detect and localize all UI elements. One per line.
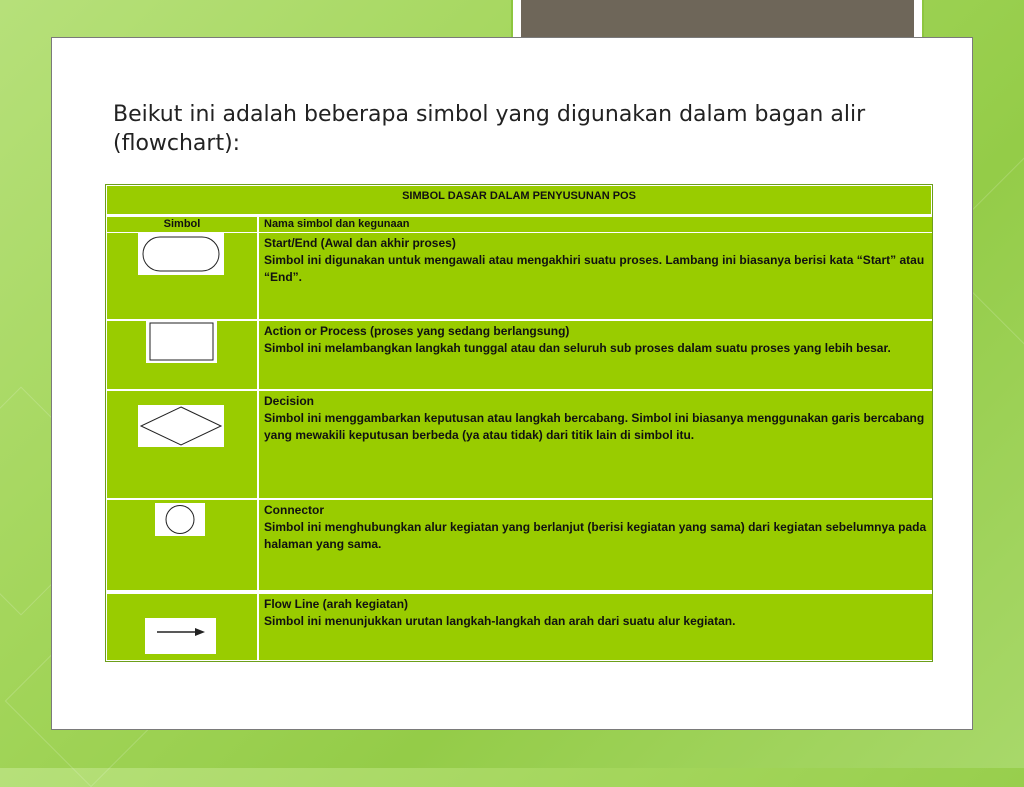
table-row-symbol-cell xyxy=(107,321,257,389)
table-row-symbol-cell xyxy=(107,500,257,590)
table-row-description-cell xyxy=(259,391,932,498)
symbol-usage: Simbol ini menunjukkan urutan langkah-langkah dan arah dari suatu alur kegiatan. xyxy=(264,614,736,628)
symbol-usage: Simbol ini menggambarkan keputusan atau langkah bercabang. Simbol ini biasanya menggunakan garis bercabang yang mewakili keputusan berbeda (ya atau tidak) dari titik lain di simbol itu. xyxy=(264,411,925,442)
symbol-name: Flow Line (arah kegiatan) xyxy=(264,597,409,611)
symbol-usage: Simbol ini digunakan untuk mengawali atau mengakhiri suatu proses. Lambang ini biasanya berisi kata “Start” atau “End”. xyxy=(264,253,925,284)
symbol-name: Start/End (Awal dan akhir proses) xyxy=(264,236,456,250)
connector-circle-icon xyxy=(155,503,205,536)
table-row-description-cell xyxy=(259,500,932,590)
column-header-symbol-label: Simbol xyxy=(163,218,201,230)
symbol-usage: Simbol ini menghubungkan alur kegiatan yang berlanjut (berisi kegiatan yang sama) dari kegiatan sebelumnya pada halaman yang sama. xyxy=(264,520,927,551)
symbol-usage: Simbol ini melambangkan langkah tunggal atau dan seluruh sub proses dalam suatu proses yang lebih besar. xyxy=(264,341,891,355)
slide-content-area xyxy=(51,37,973,730)
symbol-name: Decision xyxy=(264,394,315,408)
process-rectangle-icon xyxy=(146,321,217,363)
column-header-description xyxy=(259,217,932,232)
table-caption: SIMBOL DASAR DALAM PENYUSUNAN POS xyxy=(107,186,931,214)
table-row-symbol-cell xyxy=(107,233,257,319)
table-row-description-cell xyxy=(259,594,932,660)
column-header-symbol xyxy=(107,217,257,232)
table-row-symbol-cell xyxy=(107,391,257,498)
symbol-name: Action or Process (proses yang sedang berlangsung) xyxy=(264,324,570,338)
table-row-description-cell xyxy=(259,233,932,319)
slide-title: Beikut ini adalah beberapa simbol yang digunakan dalam bagan alir (flowchart): xyxy=(113,102,866,156)
terminator-icon xyxy=(138,233,224,275)
table-row-description-cell xyxy=(259,321,932,389)
column-header-description-label: Nama simbol dan kegunaan xyxy=(264,218,410,230)
flow-line-arrow-icon xyxy=(145,618,216,654)
flowchart-symbol-table xyxy=(105,184,933,662)
decision-diamond-icon xyxy=(138,405,224,447)
symbol-name: Connector xyxy=(264,503,324,517)
